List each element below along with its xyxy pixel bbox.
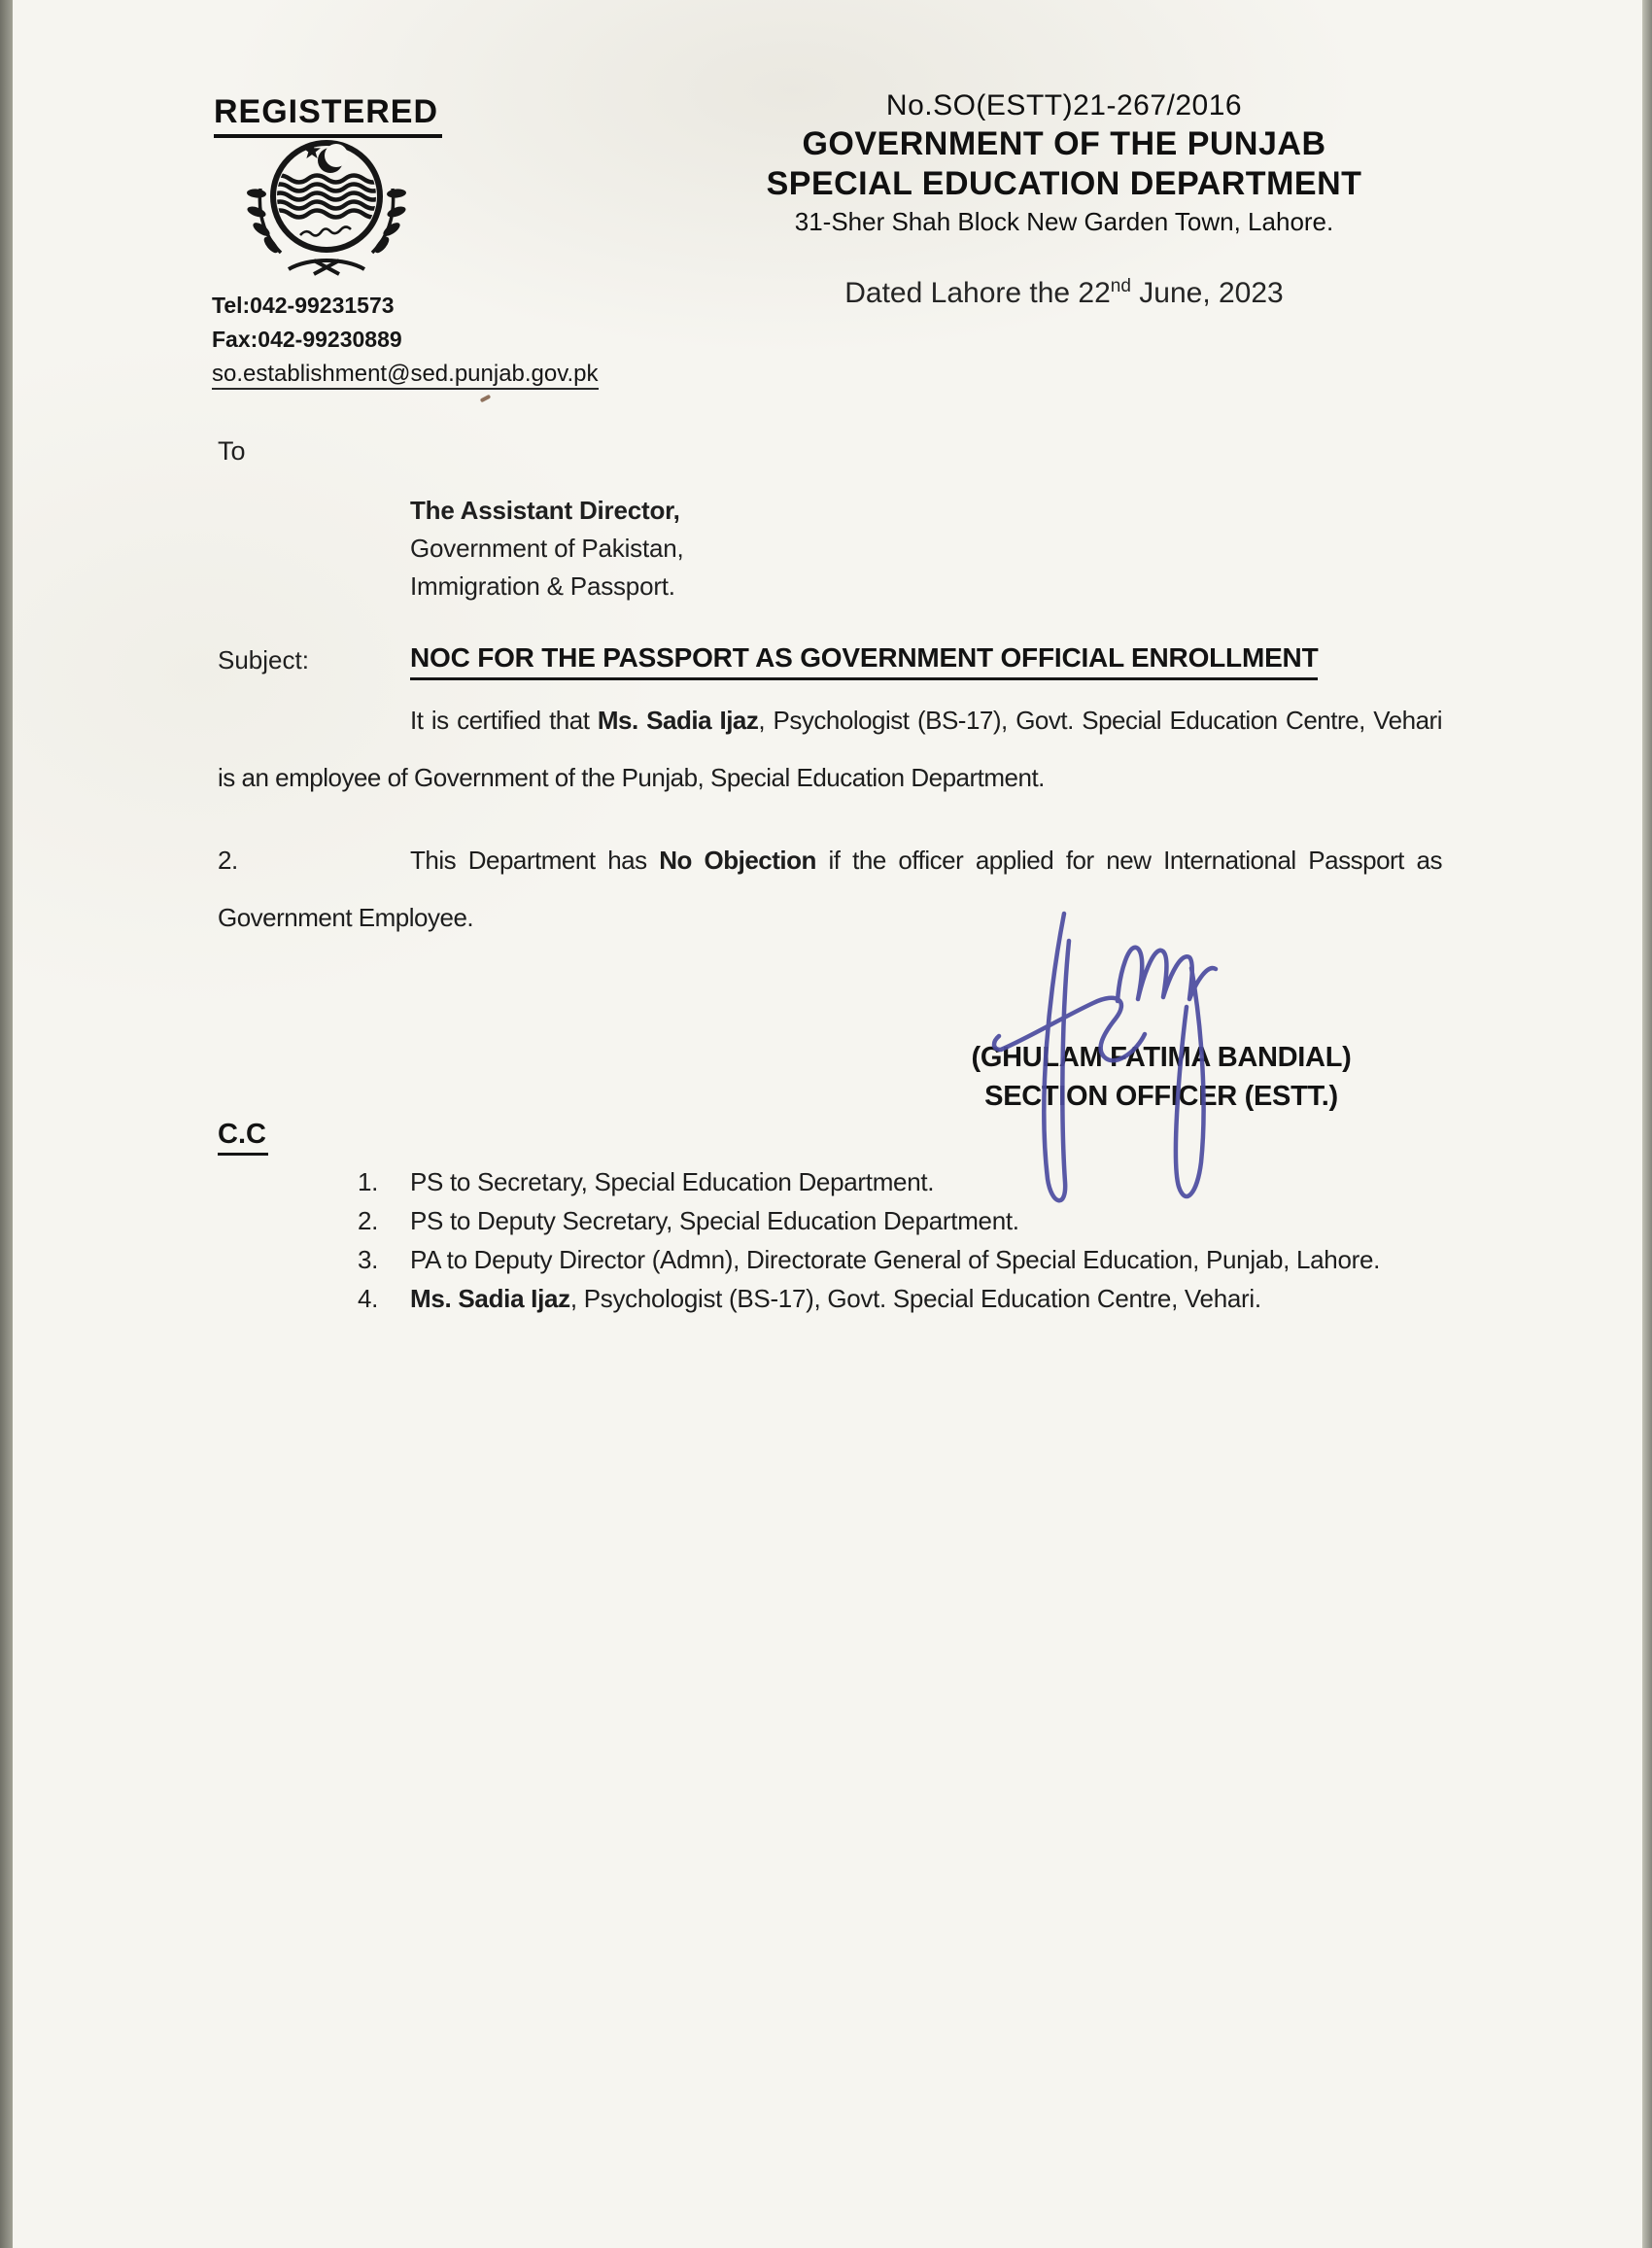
cc-item-number: 3. <box>358 1245 379 1274</box>
signatory-title: SECTION OFFICER (ESTT.) <box>984 1081 1338 1112</box>
department-name: SPECIAL EDUCATION DEPARTMENT <box>766 165 1362 202</box>
date-text: Dated Lahore the 22 <box>844 277 1111 309</box>
recipient-title: The Assistant Director, <box>410 496 680 525</box>
date-ordinal: nd <box>1110 276 1131 296</box>
cc-item-number: 4. <box>358 1284 379 1313</box>
scan-edge-right <box>1642 0 1652 2248</box>
government-name: GOVERNMENT OF THE PUNJAB <box>802 125 1326 162</box>
date-line <box>748 276 1380 310</box>
punjab-government-emblem-icon <box>230 128 425 289</box>
cc-item-text: PS to Secretary, Special Education Department. <box>410 1167 935 1196</box>
signatory-name: (GHULAM FATIMA BANDIAL) <box>971 1042 1352 1073</box>
letterhead-header <box>748 89 1380 237</box>
cc-item <box>218 1240 1442 1279</box>
cc-item <box>218 1201 1442 1240</box>
para2-text: This Department has <box>410 846 660 875</box>
cc-item-number: 1. <box>358 1167 379 1196</box>
cc-item-text: , Psychologist (BS-17), Govt. Special Education Centre, Vehari. <box>569 1284 1261 1313</box>
cc-item-bold: Ms. Sadia Ijaz <box>410 1284 570 1313</box>
para1-text-suffix: , Psychologist (BS-17), Govt. Special Education Centre, Vehari is an employee of Government of the Punjab, Special Education Department. <box>218 706 1442 792</box>
cc-list <box>218 1162 1442 1318</box>
pen-mark <box>480 395 492 403</box>
recipient-org: Government of Pakistan, <box>410 534 684 563</box>
body-paragraph-1 <box>218 692 1442 807</box>
reference-number: No.SO(ESTT)21-267/2016 <box>885 89 1243 121</box>
cc-item-text: PA to Deputy Director (Admn), Directorate General of Special Education, Punjab, Lahore. <box>410 1245 1381 1274</box>
para2-no-objection: No Objection <box>659 846 816 875</box>
cc-item <box>218 1279 1442 1318</box>
para2-number: 2. <box>218 846 238 875</box>
registered-stamp: REGISTERED <box>214 93 442 138</box>
cc-label: C.C <box>218 1119 268 1156</box>
scan-edge-left <box>0 0 13 2248</box>
para1-employee-name: Ms. Sadia Ijaz <box>597 706 759 735</box>
recipient-dept: Immigration & Passport. <box>410 571 675 601</box>
email-address: so.establishment@sed.punjab.gov.pk <box>212 361 599 390</box>
fax-number: Fax:042-99230889 <box>212 327 402 352</box>
salutation: To <box>218 436 246 466</box>
tel-number: Tel:042-99231573 <box>212 293 395 318</box>
department-address: 31-Sher Shah Block New Garden Town, Lahore. <box>794 207 1334 236</box>
date-text-suffix: June, 2023 <box>1130 277 1284 309</box>
subject-text: NOC FOR THE PASSPORT AS GOVERNMENT OFFICIAL ENROLLMENT <box>410 642 1318 680</box>
cc-item-number: 2. <box>358 1206 379 1235</box>
cc-item <box>218 1162 1442 1201</box>
cc-item-text: PS to Deputy Secretary, Special Education Department. <box>410 1206 1019 1235</box>
para1-text: It is certified that <box>410 706 598 735</box>
recipient-block <box>410 492 684 605</box>
contact-block <box>212 289 599 391</box>
subject-label: Subject: <box>218 645 309 674</box>
para2-text-suffix: if the officer applied for new International Passport as Government Employee. <box>218 846 1442 932</box>
